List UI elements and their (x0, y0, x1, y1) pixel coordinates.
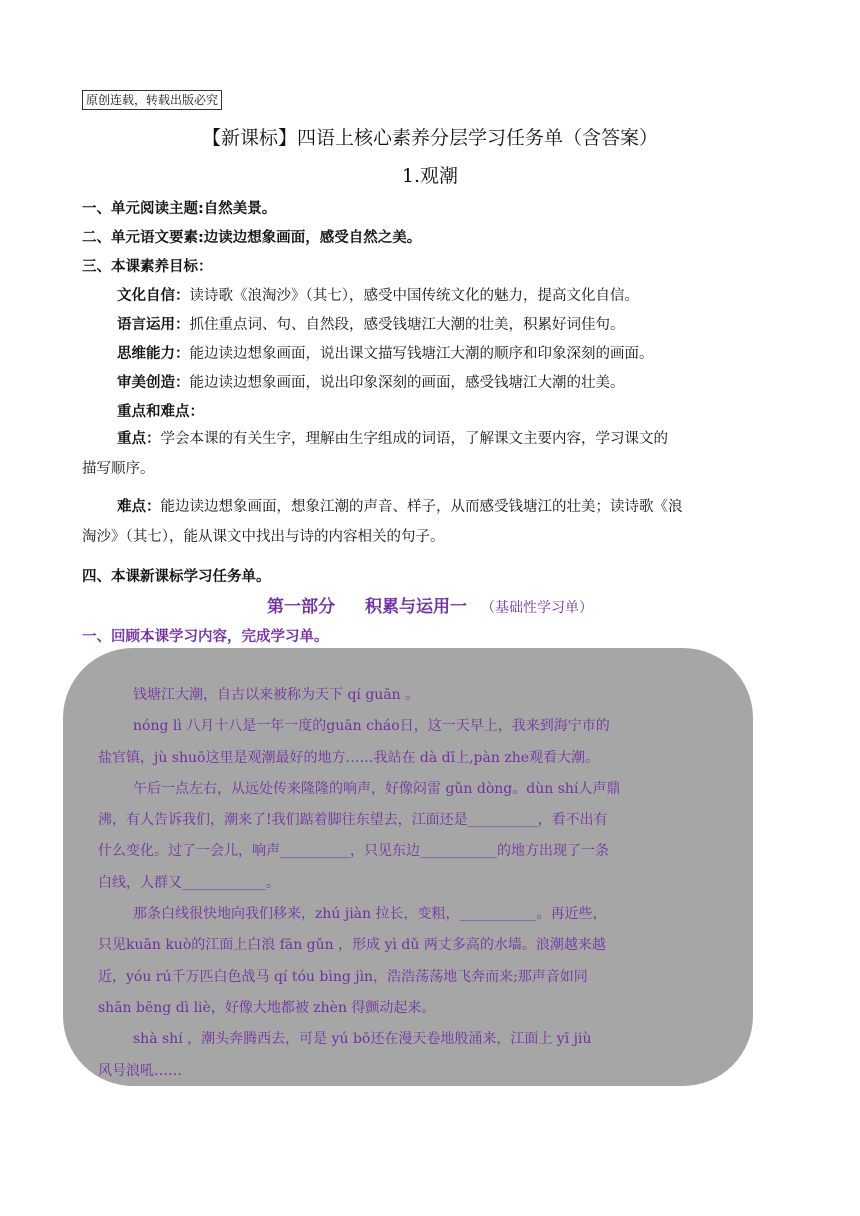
question-1: 一、回顾本课学习内容，完成学习单。 (82, 629, 329, 645)
passage-line: 钱塘江大潮，自古以来被称为天下 qí guān 。 (133, 687, 420, 703)
passage-line: nóng lì 八月十八是一年一度的guān cháo日，这一天早上，我来到海宁市的 (133, 718, 610, 735)
copyright-stamp: 原创连载，转载出版必究 (82, 90, 222, 110)
passage-line: 盐官镇，jù shuō这里是观潮最好的地方……我站在 dà dī上,pàn zhe观看大潮。 (98, 749, 600, 766)
key-paragraph (82, 424, 782, 484)
lesson-title: 1.观潮 (401, 165, 459, 187)
key-text-2: 描写顺序。 (82, 461, 155, 477)
goal-thinking (117, 343, 654, 365)
keypoints-heading: 重点和难点： (117, 404, 204, 420)
section-2: 二、单元语文要素:边读边想象画面，感受自然之美。 (82, 230, 422, 246)
passage-line: shà shí ，潮头奔腾西去，可是 yú bō还在漫天卷地般涌来，江面上 yī jiù (133, 1031, 592, 1048)
part-one-heading (0, 594, 860, 621)
passage-line: 什么变化。过了一会儿，响声__________，只见东边___________的地方出现了一条 (98, 843, 609, 860)
goal-text: 能边读边想象画面，说出课文描写钱塘江大潮的顺序和印象深刻的画面。 (189, 346, 654, 362)
passage-line: 近，yóu rú千万匹白色战马 qí tóu bìng jìn，浩浩荡荡地飞奔而来;那声音如同 (98, 968, 588, 985)
goal-text: 抓住重点词、句、自然段，感受钱塘江大潮的壮美，积累好词佳句。 (189, 317, 625, 333)
goal-label: 审美创造： (117, 375, 190, 391)
page-title: 【新课标】四语上核心素养分层学习任务单（含答案） (201, 127, 658, 149)
goal-text: 能边读边想象画面，说出印象深刻的画面，感受钱塘江大潮的壮美。 (189, 375, 625, 391)
goal-label: 语言运用： (117, 317, 190, 333)
diff-label: 难点： (117, 499, 161, 515)
passage-line: 那条白线很快地向我们移来，zhú jiàn 拉长，变粗，___________。再近些， (133, 906, 607, 923)
passage-text (98, 680, 723, 1087)
passage-line: shān bēng dì liè，好像大地都被 zhèn 得颤动起来。 (98, 999, 436, 1016)
passage-line: 风号浪吼…… (98, 1062, 182, 1079)
passage-line: 午后一点左右，从远处传来隆隆的响声，好像闷雷 gǔn dòng。dùn shí人声鼎 (133, 780, 621, 797)
part-one-title: 第一部分 (267, 597, 335, 617)
diff-text-1: 能边读边想象画面，想象江潮的声音、样子，从而感受钱塘江的壮美；读诗歌《浪 (160, 499, 683, 515)
part-one-name: 积累与运用一 (365, 597, 467, 617)
key-label: 重点： (117, 431, 161, 447)
passage-line: 沸，有人告诉我们，潮来了!我们踮着脚往东望去，江面还是__________，看不出有 (98, 812, 608, 829)
section-4: 四、本课新课标学习任务单。 (82, 569, 271, 585)
difficulty-paragraph (82, 492, 782, 552)
goal-culture (117, 285, 639, 307)
diff-text-2: 淘沙》（其七），能从课文中找出与诗的内容相关的句子。 (82, 529, 445, 545)
section-3: 三、本课素养目标： (82, 259, 213, 275)
key-text-1: 学会本课的有关生字，理解由生字组成的词语，了解课文主要内容，学习课文的 (160, 431, 668, 447)
goal-label: 文化自信： (117, 288, 190, 304)
goal-language (117, 314, 625, 336)
goal-aesthetic (117, 372, 625, 394)
goal-label: 思维能力： (117, 346, 190, 362)
part-one-sub: （基础性学习单） (481, 600, 593, 616)
passage-line: 只见kuān kuò的江面上白浪 fān gǔn ，形成 yì dǔ 两丈多高的水墙。浪潮越来越 (98, 937, 606, 954)
goal-text: 读诗歌《浪淘沙》（其七），感受中国传统文化的魅力，提高文化自信。 (189, 288, 639, 304)
section-1: 一、单元阅读主题:自然美景。 (82, 201, 277, 217)
passage-line: 白线，人群又____________。 (98, 874, 280, 891)
